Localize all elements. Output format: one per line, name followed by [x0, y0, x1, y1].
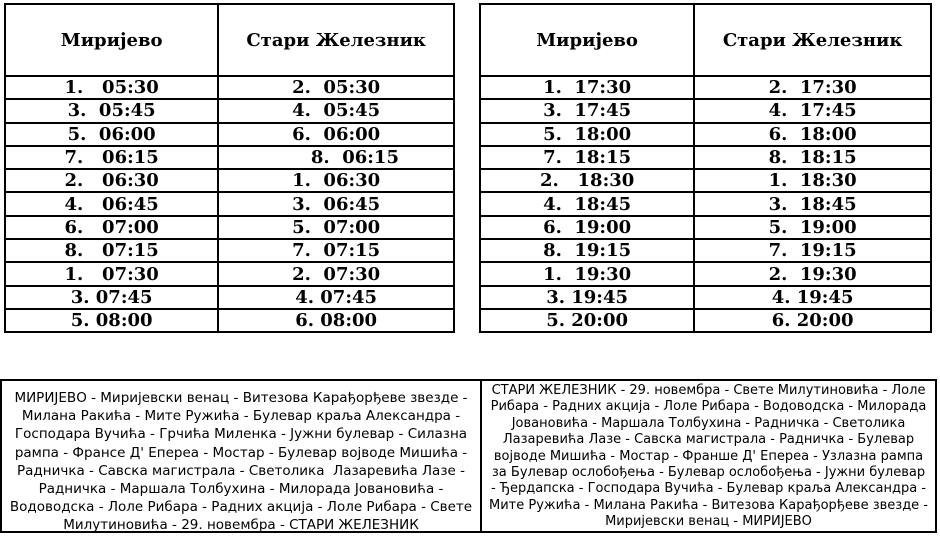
table-row: [5, 216, 454, 239]
route-line: МИРИЈЕВО - Миријевски венац - Витезова Карађорђеве звезде -: [14, 390, 468, 406]
departure-cell: 7. 19:15: [694, 239, 931, 262]
departure-cell: 2. 19:30: [694, 262, 931, 285]
departure-cell: 6. 07:00: [5, 216, 218, 239]
table-row: [5, 169, 454, 192]
route-line: Водоводска - Лоле Рибара - Радних акција - Лоле Рибара - Свете: [9, 499, 473, 516]
departure-cell: 7. 07:15: [218, 239, 454, 262]
table-row: [480, 76, 931, 99]
departure-cell: 8. 18:15: [694, 146, 931, 169]
departure-cell: 5. 07:00: [218, 216, 454, 239]
route-line: Милутиновића - 29. новембра - СТАРИ ЖЕЛЕЗНИК: [63, 517, 419, 534]
table-row: [480, 239, 931, 262]
departure-cell: 1. 19:30: [480, 262, 694, 285]
departure-cell: 2. 18:30: [480, 169, 694, 192]
departure-cell: 5. 06:00: [5, 123, 218, 146]
departure-cell: 4. 19:45: [694, 286, 931, 309]
route-line: Лазаревића Лазе - Савска магистрала - Радничка - Булевар: [502, 432, 915, 448]
departure-cell: 6. 06:00: [218, 123, 454, 146]
table-row: [480, 123, 931, 146]
route-line: Радничка - Савска магистрала - Светолика Лазаревића Лазе -: [17, 462, 465, 479]
route-line: Мите Ружића - Милана Ракића - Витезова Карађорђеве звезде -: [488, 497, 929, 513]
route-descriptions-box: [0, 379, 937, 533]
departure-cell: 6. 20:00: [694, 309, 931, 332]
departure-cell: 1. 07:30: [5, 262, 218, 285]
departure-cell: 6. 18:00: [694, 123, 931, 146]
departure-cell: 1. 05:30: [5, 76, 218, 99]
table-row: [480, 309, 931, 332]
route-line: СТАРИ ЖЕЛЕЗНИК - 29. новембра - Свете Милутиновића - Лоле: [491, 383, 926, 398]
table-row: [5, 192, 454, 215]
column-header-stari-zeleznik: Стари Железник: [218, 4, 454, 76]
departure-cell: 4. 17:45: [694, 99, 931, 122]
departure-cell: 8. 06:15: [218, 146, 454, 169]
departure-cell: 6. 19:00: [480, 216, 694, 239]
route-line: Милана Ракића - Мите Ружића - Булевар краља Александра -: [21, 408, 461, 425]
header-row: [480, 4, 931, 76]
table-row: [5, 239, 454, 262]
table-row: [5, 76, 454, 99]
departure-cell: 3. 06:45: [218, 192, 454, 215]
departure-cell: 3. 05:45: [5, 99, 218, 122]
departure-cell: 1. 18:30: [694, 169, 931, 192]
table-row: [5, 123, 454, 146]
departure-cell: 4. 07:45: [218, 286, 454, 309]
route-line: Господара Вучића - Грчића Миленка - Јужни булевар - Силазна: [14, 426, 468, 443]
departure-cell: 7. 06:15: [5, 146, 218, 169]
route-line: Миријевски венац - МИРИЈЕВО: [605, 514, 812, 530]
departure-cell: 8. 07:15: [5, 239, 218, 262]
route-line: Јовановића - Маршала Толбухина - Радничка - Светолика: [511, 415, 906, 431]
departure-cell: 4. 05:45: [218, 99, 454, 122]
departure-cell: 5. 19:00: [694, 216, 931, 239]
departure-cell: 2. 05:30: [218, 76, 454, 99]
table-row: [5, 309, 454, 332]
route-line: војводе Мишића - Мостар - Франше Д' Епереа - Узлазна рампа: [493, 448, 924, 464]
header-row: [5, 4, 454, 76]
timetable-evening: [479, 3, 932, 333]
departure-cell: 5. 18:00: [480, 123, 694, 146]
route-stari-zeleznik-to-mirijevo: [480, 381, 935, 531]
table-row: [480, 216, 931, 239]
departure-cell: 1. 17:30: [480, 76, 694, 99]
departure-cell: 3. 19:45: [480, 286, 694, 309]
table-row: [480, 99, 931, 122]
route-line: за Булевар ослобођења - Булевар ослобођења - Јужни булевар: [491, 465, 926, 481]
departure-cell: 6. 08:00: [218, 309, 454, 332]
route-line: рампа - Франсе Д' Епереа - Мостар - Булевар војводе Мишића -: [14, 444, 468, 461]
departure-cell: 3. 07:45: [5, 286, 218, 309]
departure-cell: 8. 19:15: [480, 239, 694, 262]
route-line: Радничка - Маршала Толбухина - Милорада Јовановића -: [38, 481, 444, 498]
departure-cell: 3. 17:45: [480, 99, 694, 122]
table-row: [480, 146, 931, 169]
table-row: [480, 262, 931, 285]
table-row: [5, 286, 454, 309]
route-line: Рибара - Радних акција - Лоле Рибара - Водоводска - Милорада: [490, 399, 927, 415]
departure-cell: 7. 18:15: [480, 146, 694, 169]
departure-cell: 4. 18:45: [480, 192, 694, 215]
departure-cell: 2. 07:30: [218, 262, 454, 285]
table-row: [5, 146, 454, 169]
route-mirijevo-to-stari-zeleznik: [2, 381, 480, 534]
column-header-mirijevo: Миријево: [5, 4, 218, 76]
departure-cell: 2. 17:30: [694, 76, 931, 99]
departure-cell: 5. 20:00: [480, 309, 694, 332]
column-header-stari-zeleznik: Стари Железник: [694, 4, 931, 76]
departure-cell: 4. 06:45: [5, 192, 218, 215]
column-header-mirijevo: Миријево: [480, 4, 694, 76]
table-row: [5, 99, 454, 122]
table-row: [480, 286, 931, 309]
departure-cell: 3. 18:45: [694, 192, 931, 215]
departure-cell: 2. 06:30: [5, 169, 218, 192]
route-line: - Ђердапска - Господара Вучића - Булевар краља Александра -: [490, 481, 927, 497]
timetable-morning: [4, 3, 455, 333]
table-row: [480, 169, 931, 192]
table-row: [480, 192, 931, 215]
table-row: [5, 262, 454, 285]
departure-cell: 5. 08:00: [5, 309, 218, 332]
departure-cell: 1. 06:30: [218, 169, 454, 192]
